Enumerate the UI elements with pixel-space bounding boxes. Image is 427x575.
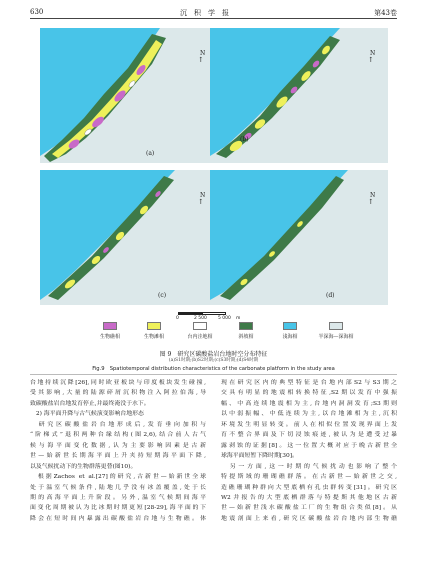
scale-segment [202,312,226,315]
legend-item-slope [228,322,264,340]
text-line: 露剥蚀的证据[8]。这一位置大概对应于晚古新世全 [221,442,397,449]
intraplatform-depression-swatch-icon [193,322,207,330]
text-line: 育不整合界面及下切浸蚀痕迹,被认为是遭受过暴 [221,432,397,439]
volume-number: 第43卷 [374,9,397,17]
slope-swatch-icon [239,322,253,330]
page-number: 630 [30,8,44,16]
text-line: 根据Zachos et al.[27]的研究,古新世—始新世全球 [30,474,206,481]
text-line: 特提斯域的珊瑚礁群落。在古新世—始新世之交, [221,474,397,481]
text-line: 以中弱振幅、中低连续为主,以台地滩相为主,沉积 [221,411,397,418]
north-arrow-icon: ↑ [368,56,374,64]
text-line: 交具有明显的地震相转换特征,S2期以发育中强振 [221,390,397,397]
caption-divider [30,374,397,375]
shallow-sea-swatch-icon [283,322,297,330]
bioclastic-shoal-swatch-icon [147,322,161,330]
north-arrow-icon: ↑ [198,56,204,64]
map-legend [92,322,354,348]
text-column-left [30,378,206,524]
scale-unit: m [236,316,241,321]
text-line: 降会在短时间内暴露出碳酸盐岩台地与生物礁。体 [30,515,206,522]
scale-tick: 0 [176,316,179,321]
north-label: N [370,192,376,199]
text-line: 以及气候扰动下的生物群落更替(图10)。 [30,463,137,470]
bioreef-swatch-icon [103,322,117,330]
text-line: 环境发生明显转变。前人在相似位置发现界面上发 [221,421,397,428]
text-line: 现在研究区内的典型特征是台地内部S2与S3期之 [221,380,397,386]
legend-label: 生物礁相 [99,334,120,340]
map-d-drawing [210,170,388,305]
text-line: 处于温室气候条件,陆地几乎没有冰盖覆盖,处于长 [30,484,206,491]
text-line: 幅、中高连续地震相为主,台地内洞洞发育;S3期则 [221,400,397,407]
north-arrow-icon: ↑ [368,198,374,206]
north-label: N [200,50,206,57]
figure-caption-en: Fig.9 Spatiotemporal distribution characteristics of the carbonate platform in the study area [92,366,335,372]
legend-item-intraplatform-depression [182,322,218,340]
text-column-right [221,378,397,524]
text-line: 另一方面,这一时期的气候扰动也影响了整个 [221,463,397,470]
text-line: 台地持续沉降[26],同时欧亚板块与印度板块发生碰撞, [30,380,206,386]
text-line: 世—始新世长期海平面上升夹持短期海平面下降, [30,453,206,460]
map-panel-b [210,28,388,163]
text-line: 期的高海平面上升阶段。另外,温室气候期间海平 [30,494,206,501]
north-label: N [200,192,206,199]
legend-item-bioclastic-shoal [136,322,172,340]
map-panel-d [210,170,388,305]
text-line: 地震剖面上来看,研究区碳酸盐岩台地内部生物礁 [221,515,397,522]
map-c-drawing [40,170,218,305]
figure-caption-panels: (a)S1时期;(b)S2时期;(c)S3时期;(d)S4时期 [168,358,259,363]
panel-label-c: (c) [158,292,167,299]
legend-label: 半深海—深海相 [318,334,354,340]
text-line: 研究区碳酸盐岩台地形成后,发育垂向加积与 [30,421,206,428]
text-line: 面变化周期被认为比冰期时期更短[28-29],海平面的下 [30,505,206,512]
text-line: 球海平面短暂下降时期[30]。 [221,453,298,460]
legend-label: 浅海相 [282,334,298,340]
text-line: “阶梯式”退积两种台缘结构(图2,6),结合前人古气 [30,432,206,439]
north-arrow-icon: ↑ [198,198,204,206]
text-line: W2井报告的大型底栖群落与特提斯其他地区古新 [221,494,397,501]
north-label: N [370,50,376,57]
map-panel-a [40,28,218,163]
scale-tick: 5 000 [218,316,231,321]
header-rule [30,18,397,19]
panel-label-a: (a) [146,150,155,157]
legend-label: 台内洼地相 [187,334,213,340]
map-a-drawing [40,28,218,163]
section-heading: 2) 海平面升降与古气候演变影响台地形态 [30,411,144,418]
text-line: 候与海平面变化数据,认为主要影响因素是古新 [30,442,206,449]
legend-item-shallow-sea [272,322,308,340]
legend-item-bathyal-abyssal [314,322,358,340]
bathyal-abyssal-swatch-icon [329,322,343,330]
legend-label: 生物滩相 [143,334,164,340]
text-line: 受其影响,大量的陆源碎屑沉积物注入阿拉伯海,导 [30,390,206,397]
legend-label: 斜坡相 [238,334,254,340]
map-b-drawing [210,28,388,163]
journal-title: 沉 积 学 报 [180,9,229,17]
figure-caption-cn: 图 9 研究区碳酸盐岩台地时空分布特征 [159,351,268,358]
panel-label-b: (b) [240,136,249,143]
panel-label-d: (d) [326,292,335,299]
scale-tick: 2 500 [194,316,207,321]
map-panel-c [40,170,218,305]
text-line: 世—始新世浅水碳酸盐工厂的生物组合类似[8]。从 [221,505,397,512]
legend-item-bioreef [92,322,128,340]
text-line: 造礁珊瑚种群向大型底栖有孔虫群转变[31]。研究区 [221,484,397,491]
text-line: 致碳酸盐岩台地发育停止,并最终淹没于水下。 [30,400,150,407]
scale-segment [178,312,202,315]
